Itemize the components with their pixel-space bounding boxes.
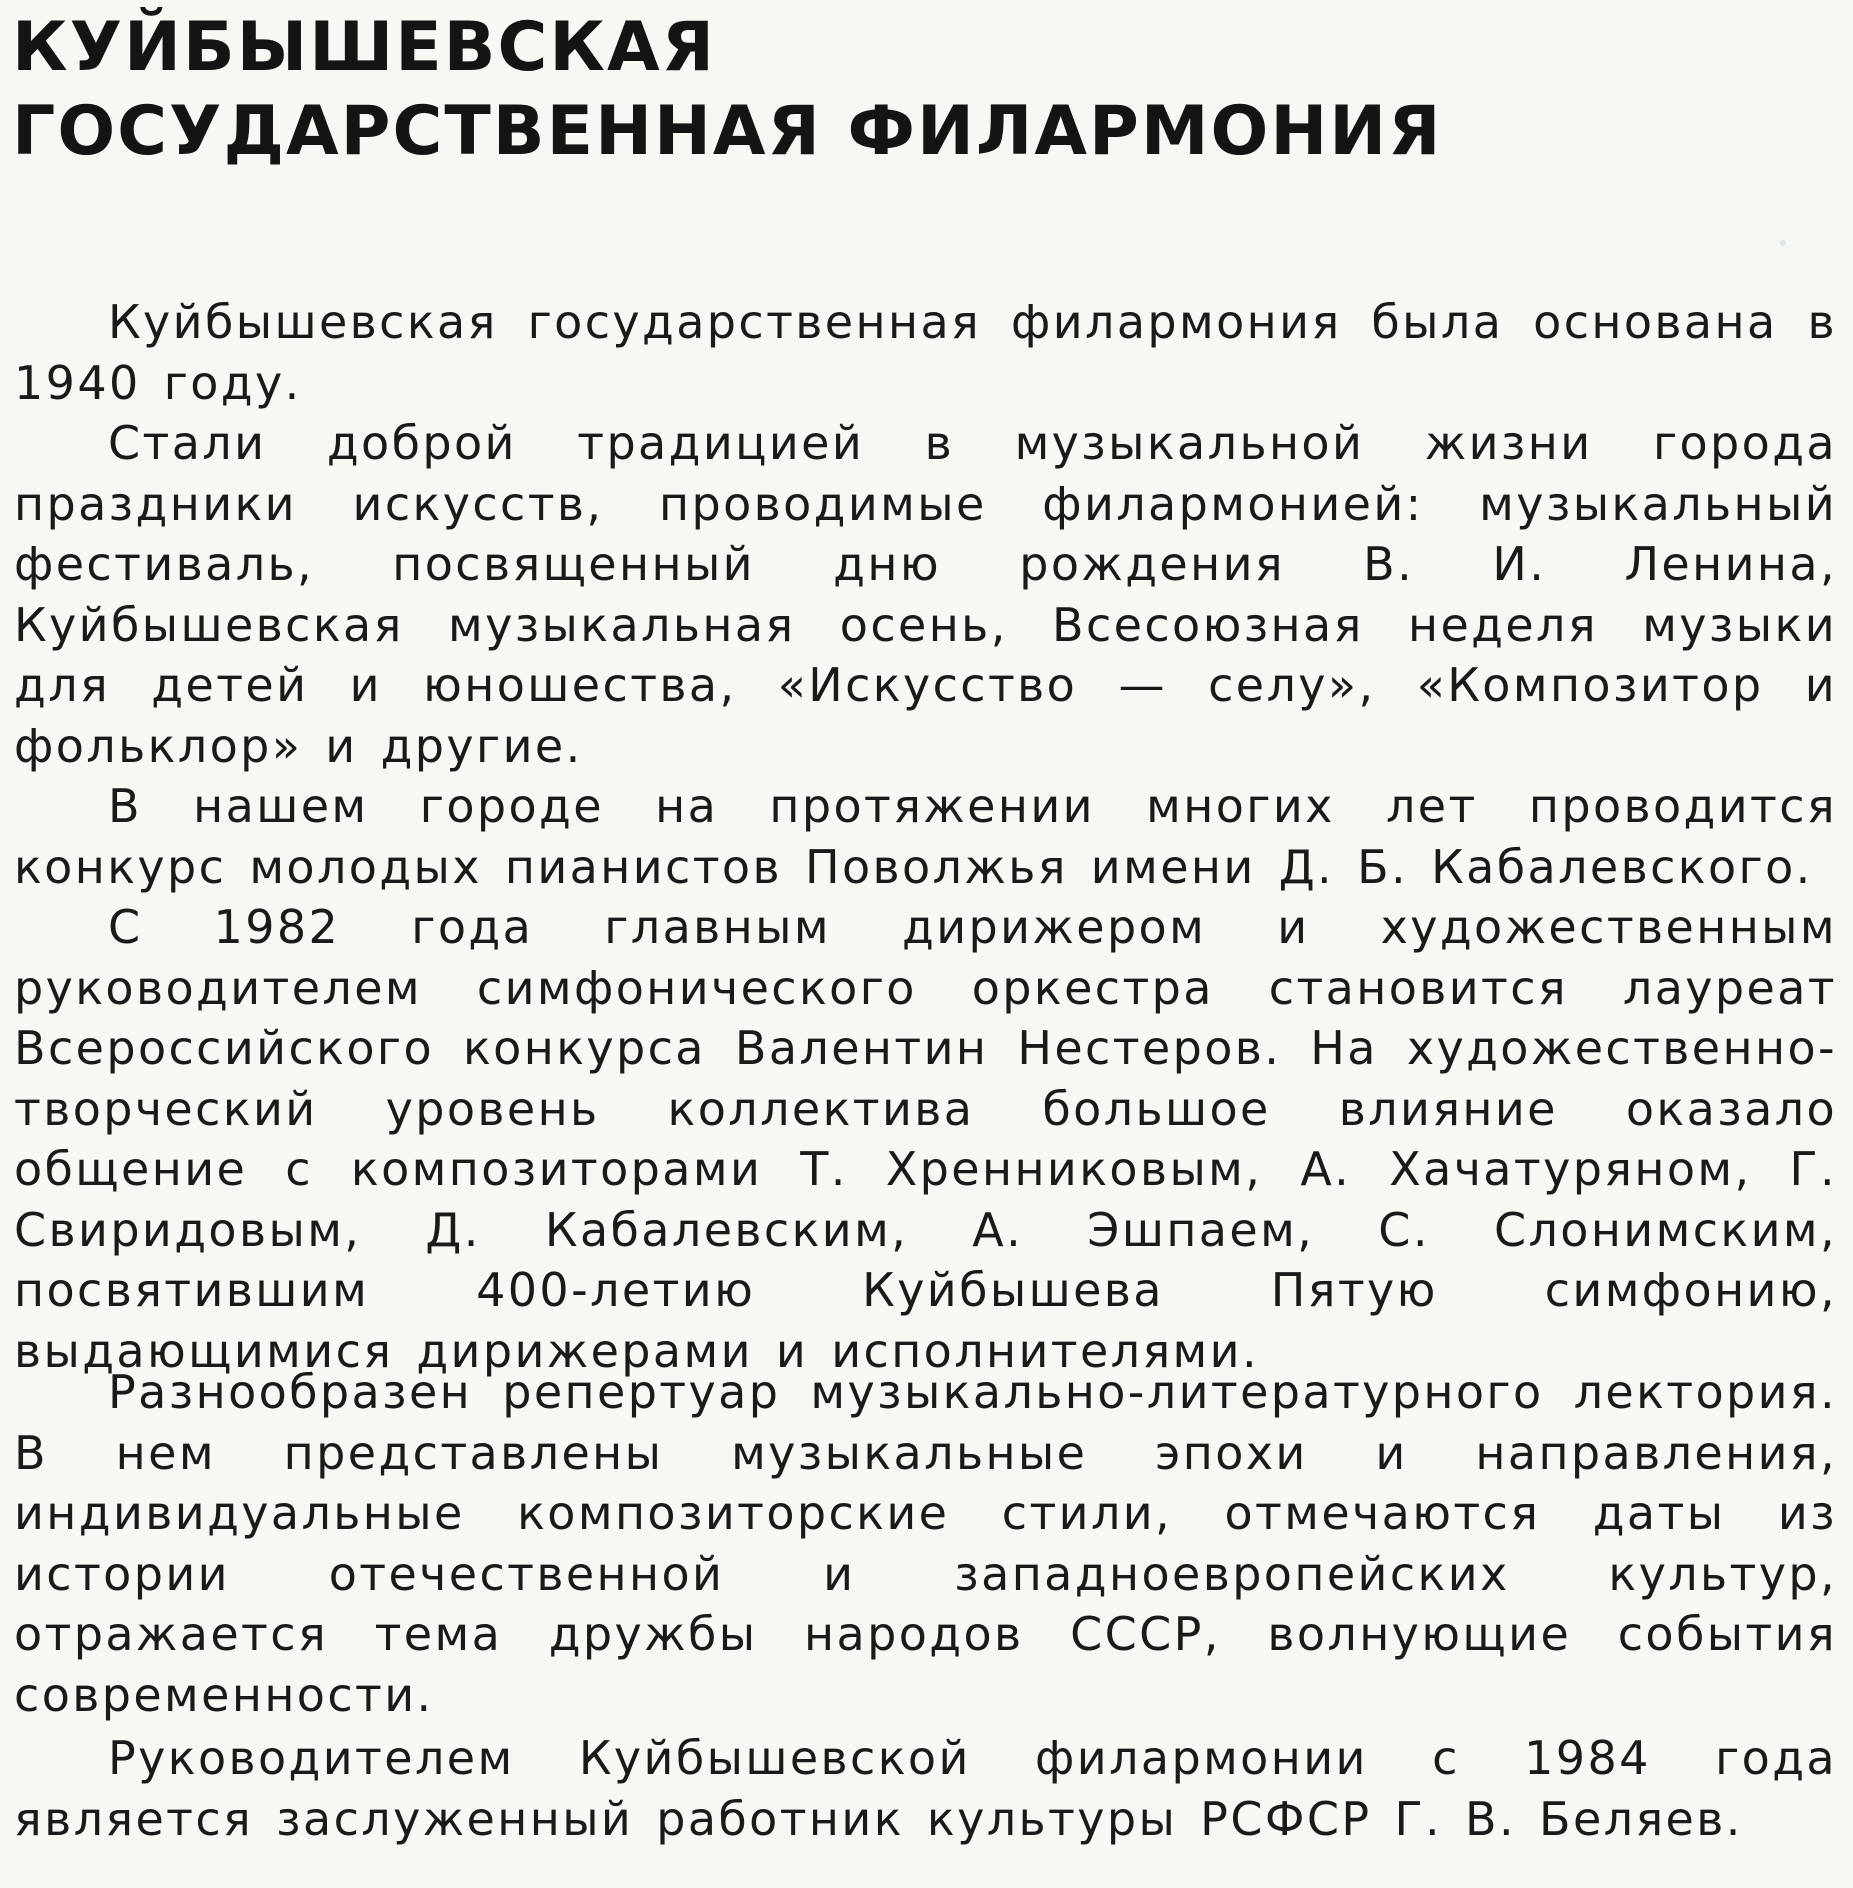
print-speck [1780, 240, 1786, 246]
paragraph-competition: В нашем городе на протяжении многих лет проводится конкурс молодых пианистов Поволжья имени Д. Б. Кабалевского. [14, 779, 1837, 894]
section-director [14, 1728, 1837, 1849]
title-line-2: ГОСУДАРСТВЕННАЯ ФИЛАРМОНИЯ [12, 92, 1443, 171]
page-title [12, 6, 1443, 174]
paragraph-orchestra: С 1982 года главным дирижером и художественным руководителем симфонического оркестра становится лауреат Всероссийского конкурса Валентин Нестеров. На художественно-творческий уровень коллектива большое влияние оказало общение с композиторами Т. Хренниковым, А. Хачатуряном, Г. Свиридовым, Д. Кабалевским, А. Эшпаем, С. Слонимским, посвятившим 400-летию Куйбышева Пятую симфонию, выдающимися дирижерами и исполнителями. [14, 900, 1837, 1378]
title-line-1: КУЙБЫШЕВСКАЯ [12, 8, 716, 87]
section-lectures [14, 1362, 1837, 1725]
paragraph-founding: Куйбышевская государственная филармония была основана в 1940 году. [14, 295, 1837, 410]
paragraph-director: Руководителем Куйбышевской филармонии с 1984 года является заслуженный работник культуры РСФСР Г. В. Беляев. [14, 1731, 1837, 1846]
paragraph-repertoire: Разнообразен репертуар музыкально-литературного лектория. В нем представлены музыкальные эпохи и направления, индивидуальные композиторские стили, отмечаются даты из истории отечественной и западноевропейских культур, отражается тема дружбы народов СССР, волнующие события современности. [14, 1365, 1837, 1722]
section-history [14, 292, 1837, 1381]
paragraph-festivals: Стали доброй традицией в музыкальной жизни города праздники искусств, проводимые филармонией: музыкальный фестиваль, посвященный дню рождения В. И. Ленина, Куйбышевская музыкальная осень, Всесоюзная неделя музыки для детей и юношества, «Искусство — селу», «Композитор и фольклор» и другие. [14, 416, 1837, 773]
